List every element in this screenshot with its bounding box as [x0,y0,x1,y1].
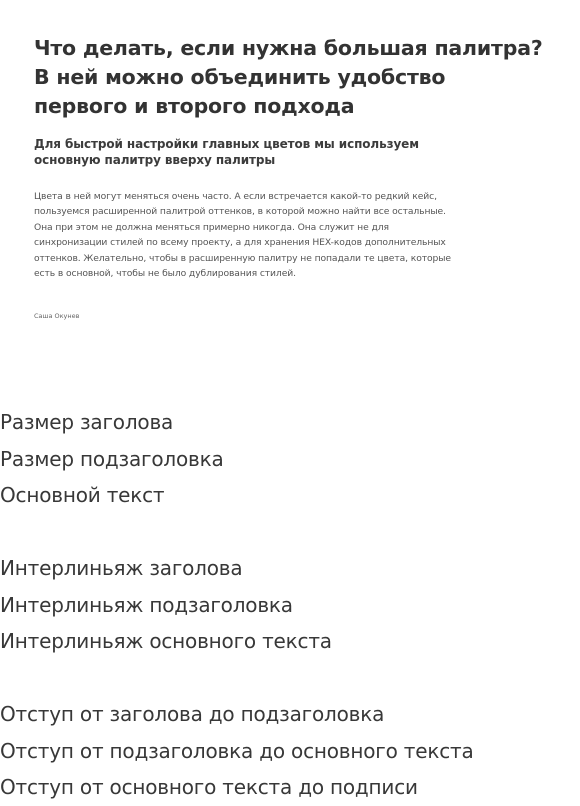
spec-subtitle-size: Размер подзаголовка [0,446,224,471]
spec-body-to-signature-spacing: Отступ от основного текста до подписи [0,775,418,799]
spec-subtitle-to-body-spacing: Отступ от подзаголовка до основного текста [0,738,474,763]
spec-group-sizes [0,404,580,514]
spec-body-line-height: Интерлиньяж основного текста [0,629,332,653]
spec-subtitle-line-height: Интерлиньяж подзаголовка [0,592,293,617]
article-signature: Саша Окунев [34,312,80,321]
article-card [34,34,554,321]
article-title: Что делать, если нужна большая палитра? В ней можно объединить удобство первого и второго подхода [34,36,543,118]
typography-spec-list [0,404,580,806]
spec-title-to-subtitle-spacing: Отступ от заголова до подзаголовка [0,702,385,726]
spec-title-size: Размер заголова [0,410,174,434]
spec-body-size: Основной текст [0,483,165,507]
article-body: Цвета в ней могут меняться очень часто. А если встречается какой-то редкий кейс, пользуемся расширенной палитрой оттенков, в которой можно найти все остальные. Она при этом не должна меняться примерно никогда. Она служит не для синхронизации стилей по всему проекту, а для хранения HEX-кодов дополнительных оттенков. Желательно, чтобы в расширенную палитру не попадали те цвета, которые есть в основной, чтобы не было дублирования стилей. [34,191,451,280]
spec-group-line-heights [0,550,580,660]
article-subtitle: Для быстрой настройки главных цветов мы используем основную палитру вверху палитры [34,137,419,167]
spec-title-line-height: Интерлиньяж заголова [0,556,243,580]
spec-group-spacings [0,696,580,806]
